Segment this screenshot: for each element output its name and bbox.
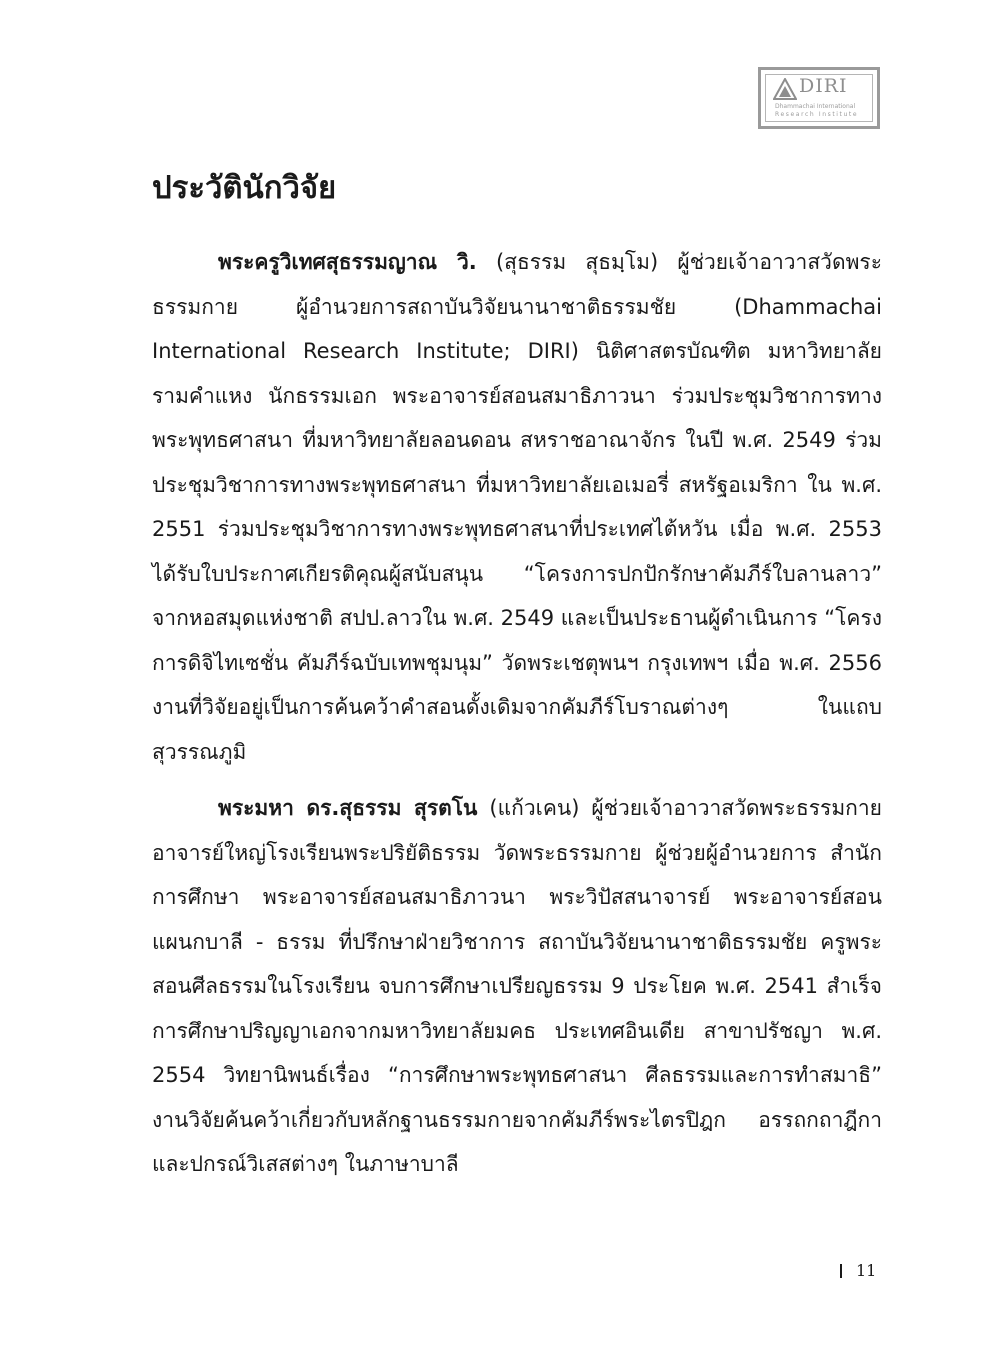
researcher-name: พระมหา ดร.สุธรรม สุรตโน <box>218 796 478 820</box>
page-number: 11 <box>856 1261 877 1280</box>
page-number-separator <box>840 1264 842 1278</box>
page-number-footer <box>840 1263 876 1279</box>
logo-wordmark: DIRI <box>799 75 848 97</box>
logo-subtitle-line1: Dhammachai International <box>775 103 856 110</box>
diri-emblem-icon <box>773 78 797 100</box>
diri-logo <box>758 67 880 129</box>
researcher-name: พระครูวิเทศสุธรรมญาณ วิ. <box>218 250 477 274</box>
researcher-bio-text: (สุธรรม สุธมฺโม) ผู้ช่วยเจ้าอาวาสวัดพระธรรมกาย ผู้อำนวยการสถาบันวิจัยนานาชาติธรรมชัย (Dhammachai International Research Institute; DIRI) นิติศาสตรบัณฑิต มหาวิทยาลัยรามคำแหง นักธรรมเอก พระอาจารย์สอนสมาธิภาวนา ร่วมประชุมวิชาการทางพระพุทธศาสนา ที่มหาวิทยาลัยลอนดอน สหราชอาณาจักร ในปี พ.ศ. 2549 ร่วมประชุมวิชาการทางพระพุทธศาสนา ที่มหาวิทยาลัยเอเมอรี่ สหรัฐอเมริกา ใน พ.ศ. 2551 ร่วมประชุมวิชาการทางพระพุทธศาสนาที่ประเทศไต้หวัน เมื่อ พ.ศ. 2553 ได้รับใบประกาศเกียรติคุณผู้สนับสนุน “โครงการปกปักรักษาคัมภีร์ใบลานลาว” จากหอสมุดแห่งชาติ สปป.ลาวใน พ.ศ. 2549 และเป็นประธานผู้ดำเนินการ “โครงการดิจิไทเซชั่น คัมภีร์ฉบับเทพชุมนุม” วัดพระเชตุพนฯ กรุงเทพฯ เมื่อ พ.ศ. 2556 งานที่วิจัยอยู่เป็นการค้นคว้าคำสอนดั้งเดิมจากคัมภีร์โบราณต่างๆ ในแถบสุวรรณภูมิ <box>152 250 882 764</box>
researcher-bio-text: (แก้วเคน) ผู้ช่วยเจ้าอาวาสวัดพระธรรมกาย อาจารย์ใหญ่โรงเรียนพระปริยัติธรรม วัดพระธรรมกาย ผู้ช่วยผู้อำนวยการ สำนักการศึกษา พระอาจารย์สอนสมาธิภาวนา พระวิปัสสนาจารย์ พระอาจารย์สอนแผนกบาลี - ธรรม ที่ปรึกษาฝ่ายวิชาการ สถาบันวิจัยนานาชาติธรรมชัย ครูพระสอนศีลธรรมในโรงเรียน จบการศึกษาเปรียญธรรม 9 ประโยค พ.ศ. 2541 สำเร็จการศึกษาปริญญาเอกจากมหาวิทยาลัยมคธ ประเทศอินเดีย สาขาปรัชญา พ.ศ. 2554 วิทยานิพนธ์เรื่อง “การศึกษาพระพุทธศาสนา ศีลธรรมและการทำสมาธิ” งานวิจัยค้นคว้าเกี่ยวกับหลักฐานธรรมกายจากคัมภีร์พระไตรปิฎก อรรถกถาฎีกาและปกรณ์วิเสสต่างๆ ในภาษาบาลี <box>152 796 882 1176</box>
logo-subtitle-line2: Research Institute <box>775 111 859 118</box>
researcher-bio-paragraph <box>152 786 882 1187</box>
researcher-bio-paragraph <box>152 240 882 774</box>
page-title: ประวัตินักวิจัย <box>152 170 337 206</box>
